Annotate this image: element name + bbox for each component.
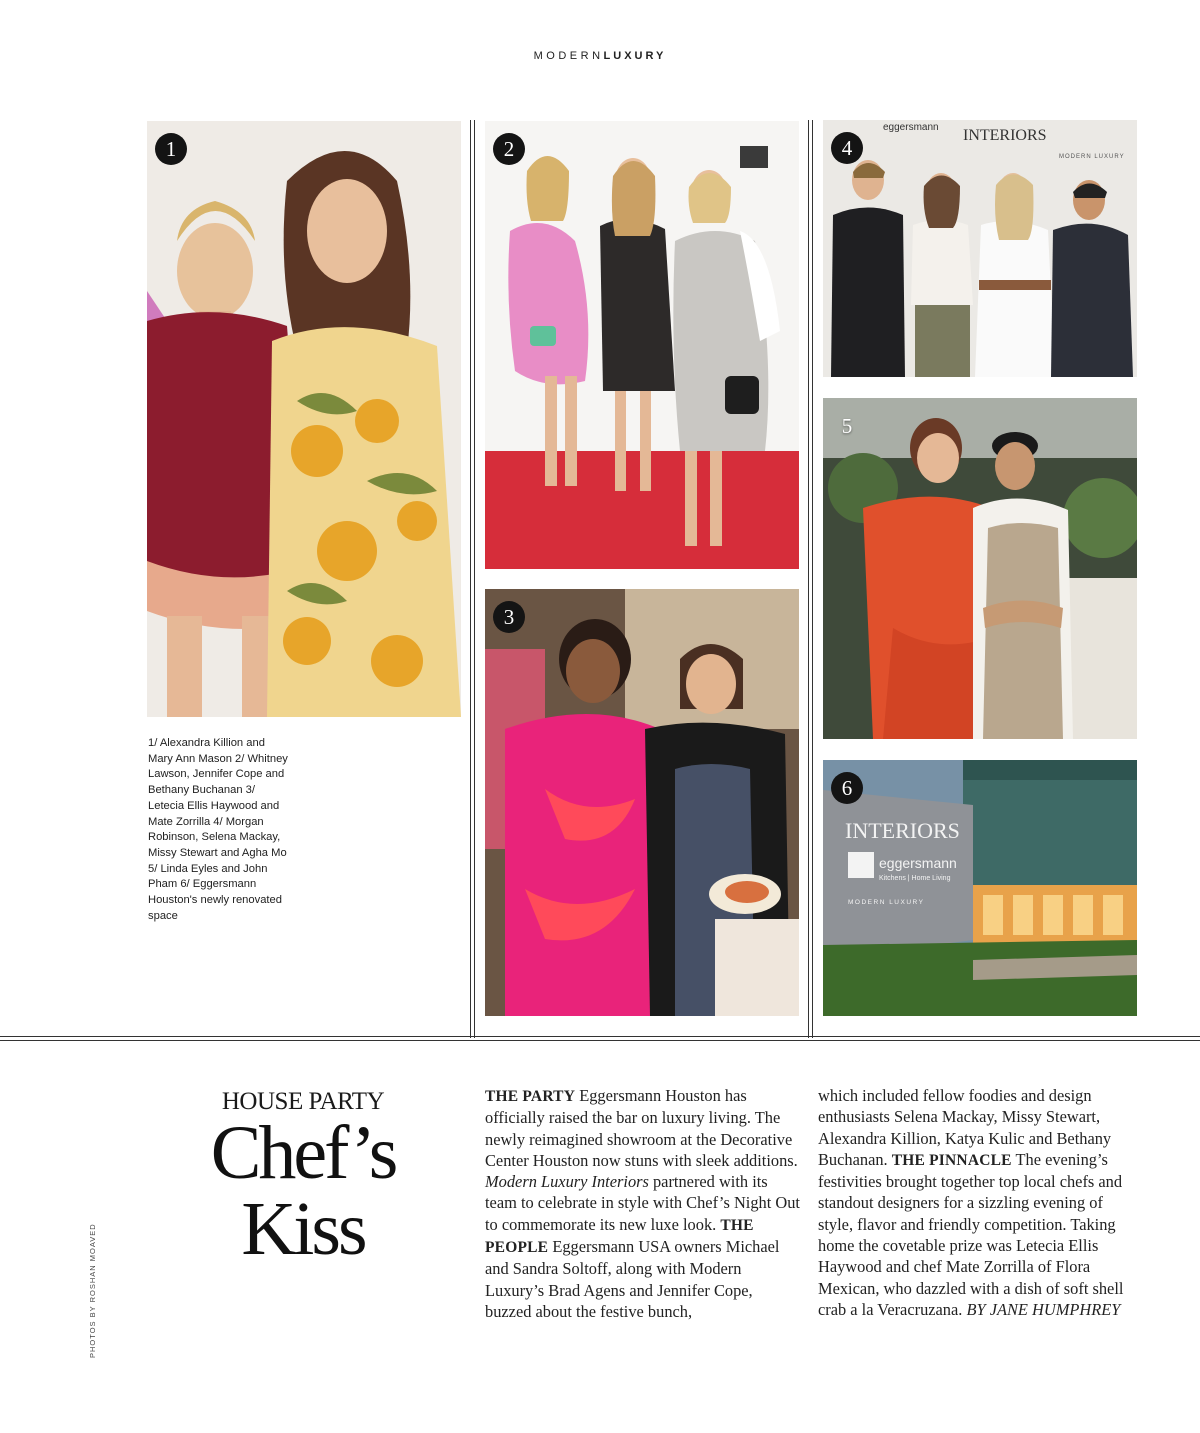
- photo-3-illustration: [485, 589, 799, 1016]
- photo-1: [147, 121, 461, 717]
- body-text-1a: Eggersmann Houston has officially raised the bar on luxury living. The newly reimagined showroom at the Decorative Center Houston now stuns with sleek additions.: [485, 1086, 798, 1170]
- photo-1-illustration: [147, 121, 461, 717]
- column-rule-left-b: [474, 120, 475, 1038]
- photo-4-illustration: [823, 120, 1137, 377]
- photo-4-backdrop-interiors: INTERIORS: [963, 127, 1047, 144]
- photo-6-illustration: [823, 760, 1137, 1016]
- photo-3: [485, 589, 799, 1016]
- photo-6-projection-modern-luxury: MODERN LUXURY: [848, 899, 925, 906]
- masthead-logo: [0, 50, 1200, 62]
- masthead-luxury: LUXURY: [603, 50, 667, 62]
- photo-credit: PHOTOS BY ROSHAN MOAVED: [88, 1223, 97, 1358]
- headline-line-2: Kiss: [241, 1187, 365, 1271]
- photo-6-projection-brand-sub: Kitchens | Home Living: [879, 875, 951, 882]
- photo-4-number-badge: 4: [831, 132, 863, 164]
- body-text-3: which included fellow foodies and design enthusiasts Selena Mackay, Missy Stewart, Alexandra Killion, Katya Kulic and Bethany Buchanan.: [818, 1086, 1112, 1169]
- headline-line-1: Chef’s: [210, 1111, 396, 1195]
- photo-5: [823, 398, 1137, 739]
- photo-captions: 1/ Alexandra Killion and Mary Ann Mason 2/ Whitney Lawson, Jennifer Cope and Bethany Buchanan 3/ Letecia Ellis Haywood and Mate Zorrilla 4/ Morgan Robinson, Selena Mackay, Missy Stewart and Agha Mo 5/ Linda Eyles and John Pham 6/ Eggersmann Houston's newly renovated space: [148, 737, 288, 922]
- photo-6-projection-brand: eggersmann: [879, 855, 957, 871]
- photo-1-number-badge: 1: [155, 133, 187, 165]
- column-rule-right-b: [812, 120, 813, 1038]
- publication-name: Modern Luxury Interiors: [485, 1172, 649, 1192]
- photo-2: [485, 121, 799, 569]
- lead-the-pinnacle: THE PINNACLE: [891, 1151, 1012, 1169]
- photo-5-number-badge: 5: [841, 414, 853, 438]
- body-text-4: The evening’s festivities brought together top local chefs and standout designers for a sizzling evening of style, flavor and friendly competition. Taking home the covetable prize was Letecia Ellis Haywood and chef Mate Zorrilla of Flora Mexican, who dazzled with a dish of soft shell crab a la Veracruzana.: [818, 1149, 1124, 1319]
- photo-6-projection-interiors: INTERIORS: [845, 818, 960, 843]
- photo-4-backdrop-modern-luxury: MODERN LUXURY: [1059, 154, 1125, 160]
- masthead-modern: MODERN: [533, 50, 604, 62]
- photo-5-illustration: [823, 398, 1137, 739]
- photo-6: [823, 760, 1137, 1016]
- section-divider-b: [0, 1040, 1200, 1041]
- body-text-2: Eggersmann USA owners Michael and Sandra Soltoff, along with Modern Luxury’s Brad Agens and Jennifer Cope, buzzed about the festive bunch,: [485, 1237, 780, 1321]
- body-text-1b: partnered with its team to celebrate in style with Chef’s Night Out to commemorate its new luxe look.: [485, 1172, 800, 1234]
- photo-2-illustration: [485, 121, 799, 569]
- column-rule-left-a: [470, 120, 471, 1038]
- photo-4: [823, 120, 1137, 377]
- lead-the-people: THE PEOPLE: [485, 1216, 754, 1257]
- body-column-2: [818, 1085, 1133, 1320]
- section-kicker: HOUSE PARTY: [221, 1088, 385, 1115]
- photo-6-number-badge: 6: [831, 772, 863, 804]
- body-column-1: [485, 1085, 800, 1322]
- photo-3-number-badge: 3: [493, 601, 525, 633]
- lead-the-party: THE PARTY: [485, 1088, 576, 1105]
- photo-2-number-badge: 2: [493, 133, 525, 165]
- headline: [150, 1111, 456, 1271]
- byline: BY JANE HUMPHREY: [966, 1299, 1121, 1319]
- photo-4-backdrop-brand: eggersmann: [883, 122, 939, 133]
- section-divider-a: [0, 1036, 1200, 1037]
- column-rule-right-a: [808, 120, 809, 1038]
